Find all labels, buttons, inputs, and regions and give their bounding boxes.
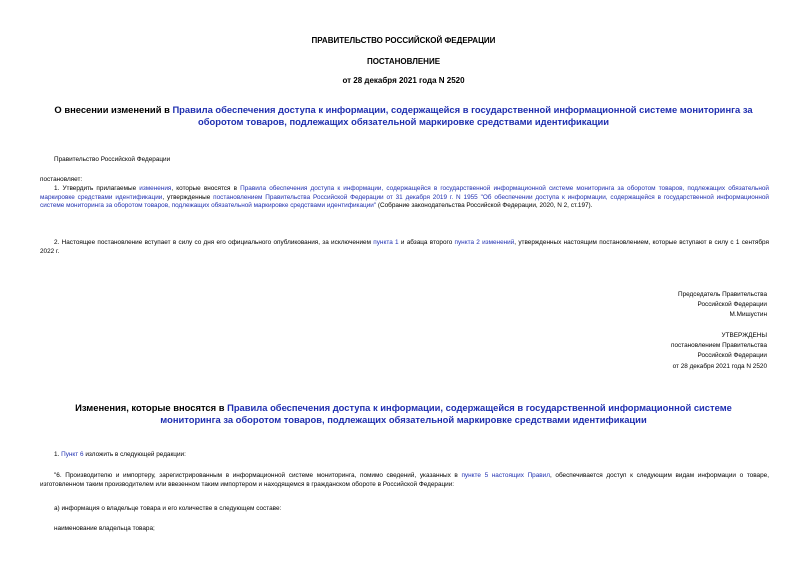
signature-position: Председатель Правительства [678, 291, 767, 298]
document-date-number: от 28 декабря 2021 года N 2520 [342, 76, 465, 85]
quote-text-a: "6. Производителю и импортеру, зарегистрированным в информационной системе мониторинга, помимо сведений, указанных в [54, 472, 462, 479]
issuer-heading: ПРАВИТЕЛЬСТВО РОССИЙСКОЙ ФЕДЕРАЦИИ [311, 36, 496, 45]
quote-text-b: , обеспечивается доступ к следующим видам информации о товаре, изготовленном таким производителем или ввезенном таким импортером и находящемся в гражданском обороте в Российской Федерации: [40, 472, 769, 488]
paragraph-1 [40, 185, 769, 211]
change-item-1 [54, 451, 754, 460]
p1-text-a: 1. Утвердить прилагаемые [54, 185, 140, 192]
item1-text-a: 1. [54, 451, 62, 458]
paragraph-2 [40, 239, 769, 256]
changes-rules-link[interactable]: Правила обеспечения доступа к информации, содержащейся в государственной информационной системе мониторинга за оборотом товаров, подлежащих обязательной маркировке средствами идентификации [160, 402, 732, 425]
signature-block [567, 290, 767, 321]
approval-heading: УТВЕРЖДЕНЫ [721, 332, 767, 339]
approval-line-2: постановлением Правительства [671, 342, 767, 350]
item-2-changes-link[interactable]: пункта 2 изменений [454, 239, 515, 246]
changes-title-prefix: Изменения, которые вносятся в [75, 402, 228, 413]
item1-text-b: изложить в следующей редакции: [83, 451, 186, 458]
item-1-link[interactable]: пункта 1 [373, 239, 399, 246]
rules-link[interactable]: Правила обеспечения доступа к информации, содержащейся в государственной информационной системе мониторинга за оборотом товаров, подлежащих обязательной маркировке средствами идентификации [172, 104, 753, 127]
p1-text-c: , утвержденные [162, 193, 214, 201]
p1-text-d: (Собрание законодательства Российской Федерации, 2020, N 2, ст.197). [376, 202, 593, 210]
quoted-point-6 [40, 472, 769, 489]
approval-line-4: от 28 декабря 2021 года N 2520 [672, 362, 767, 370]
point-5-link[interactable]: пункте 5 настоящих Правил [461, 472, 550, 479]
p1-text-b: , которые вносятся в [171, 185, 241, 192]
approval-block [567, 331, 767, 372]
subpoint-a: а) информация о владельце товара и его количестве в следующем составе: [54, 505, 282, 512]
document-title-prefix: О внесении изменений в [54, 104, 173, 115]
resolution-1955-link[interactable]: постановлением Правительства Российской Федерации от 31 декабря 2019 г. N 1955 "Об обеспечении доступа к информации, содержащейся в государственной информационной системе мониторинга за оборотом товаров, подлежащих обязательной маркировке средствами идентификации" [40, 193, 769, 210]
changes-title [60, 402, 747, 426]
subpoint-a-line-1: наименование владельца товара; [54, 525, 155, 532]
intro-text: Правительство Российской Федерации [54, 156, 171, 163]
signature-name: М.Мишустин [729, 311, 767, 319]
p2-text-a: 2. Настоящее постановление вступает в силу со дня его официального опубликования, за исключением [54, 239, 374, 246]
approval-line-3: Российской Федерации [697, 352, 767, 360]
document-type-heading: ПОСТАНОВЛЕНИЕ [366, 57, 441, 66]
document-title [40, 104, 767, 128]
changes-link[interactable]: изменения [139, 185, 172, 192]
point-6-link[interactable]: Пункт 6 [61, 451, 84, 458]
signature-org: Российской Федерации [697, 301, 767, 309]
decides-text: постановляет: [40, 176, 83, 183]
p2-text-b: и абзаца второго [398, 239, 455, 246]
rules-link-2[interactable]: Правила обеспечения доступа к информации, содержащейся в государственной информационной системе мониторинга за оборотом товаров, подлежащих обязательной маркировке средствами идентификации [40, 185, 769, 201]
p2-text-c: , утвержденных настоящим постановлением, которые вступают в силу с 1 сентября 2022 г. [40, 239, 769, 255]
